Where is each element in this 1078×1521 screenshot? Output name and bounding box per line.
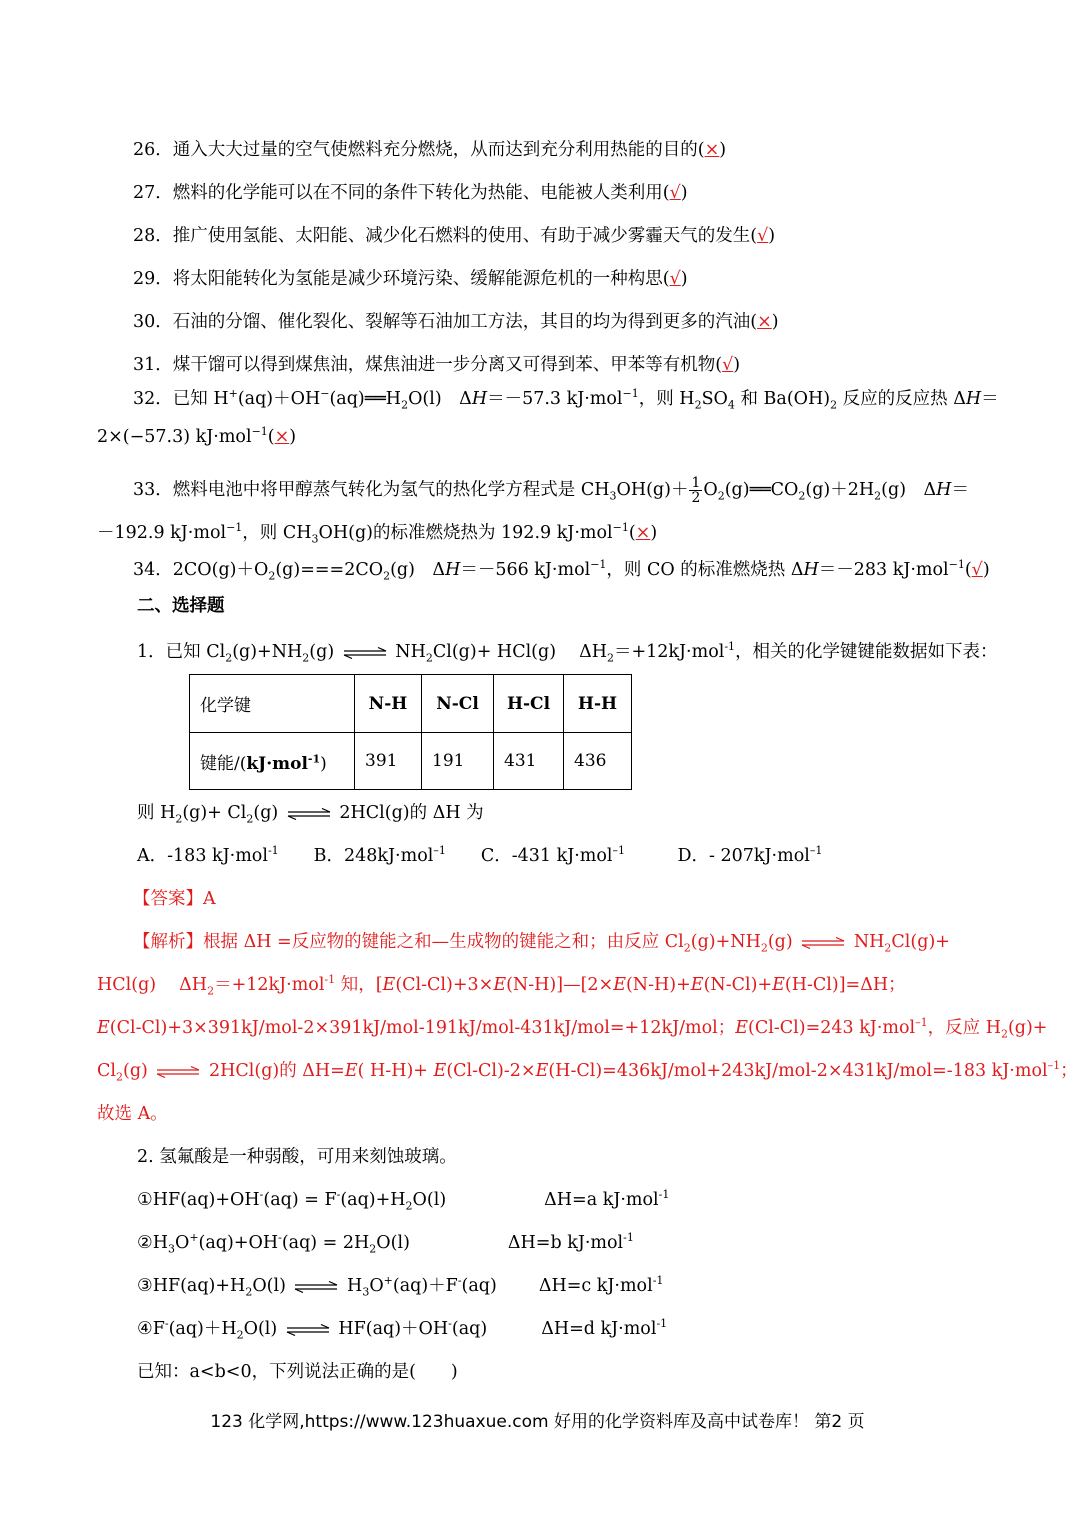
statement-29: 29．将太阳能转化为氢能是减少环境污染、缓解能源危机的一种构思(√)	[133, 269, 688, 289]
table-cell: 436	[564, 733, 632, 790]
answer-mark: √	[669, 183, 681, 203]
table-cell: 431	[494, 733, 564, 790]
question-2-stem: 2. 氢氟酸是一种弱酸，可用来刻蚀玻璃。	[137, 1147, 457, 1167]
equilibrium-arrow-icon	[286, 808, 332, 820]
statement-28: 28．推广使用氢能、太阳能、减少化石燃料的使用、有助于减少雾霾天气的发生(√)	[133, 226, 776, 246]
statement-34: 34．$2CO(g)+O_2(g)===2CO_2(g)$ ΔH＝－566 kJ·mol$^{-1}$，则 CO 的标准燃烧热 ΔH＝－283 kJ·mol$^{-1}$(√)	[133, 558, 990, 583]
answer-mark: ×	[635, 523, 651, 543]
table-header-cell: H-H	[564, 675, 632, 733]
question-2-known: 已知：a<b<0，下列说法正确的是( )	[137, 1362, 458, 1382]
option-a: A．-183 kJ·mol	[137, 846, 268, 866]
answer-mark: √	[757, 226, 769, 246]
equilibrium-arrow-icon	[155, 1066, 201, 1078]
equilibrium-arrow-icon	[342, 647, 388, 659]
table-header-cell: N-Cl	[422, 675, 494, 733]
table-header-cell: 化学键	[190, 675, 355, 733]
table-header-row	[190, 675, 632, 733]
section-title: 二、选择题	[137, 596, 225, 616]
table-header-cell: H-Cl	[494, 675, 564, 733]
statement-31: 31．煤干馏可以得到煤焦油，煤焦油进一步分离又可得到苯、甲苯等有机物(√)	[133, 355, 741, 375]
option-d: D．- 207kJ·mol	[677, 846, 810, 866]
analysis-line-4: $Cl_2(g)$ 2HCl(g)的 ΔH=E( H-H)+ E(Cl-Cl)-2×E(H-Cl)=436kJ/mol+243kJ/mol-2×431kJ/mol=-183 kJ·mol$^{-1}$；	[97, 1059, 1078, 1084]
question-1-options: A．-183 kJ·mol$^{-1}$ B．248kJ·mol$^{-1}$ C．-431 kJ·mol$^{-1}$ D．- 207kJ·mol$^{-1}$	[137, 844, 823, 866]
bond-energy-table	[189, 674, 632, 790]
option-b: B．248kJ·mol	[313, 846, 434, 866]
question-1-ask: 则 $H_2(g)+ Cl_2(g)$ 2HCl(g)的 ΔH 为	[137, 803, 484, 826]
answer-mark: √	[669, 269, 681, 289]
reaction-3: $③HF(aq)+H_2O(l)$ $H_3O^+(aq)+F^-(aq)$ ΔH=c kJ·mol$^{-1}$	[137, 1274, 664, 1299]
table-header-cell: N-H	[355, 675, 422, 733]
table-row-label: 键能/(kJ·mol$^{-1}$)	[190, 733, 355, 790]
fraction-one-half: $\frac{1}{2}$	[691, 475, 701, 506]
answer-mark: ×	[757, 312, 772, 332]
statement-26: 26．通入大大过量的空气使燃料充分燃烧，从而达到充分利用热能的目的(×)	[133, 140, 727, 160]
reaction-1: ①HF(aq)+OH-(aq) = $F^-(aq)+H_2O(l)$ ΔH=a kJ·mol$^{-1}$	[137, 1188, 670, 1213]
page-footer: 123 化学网,https://www.123huaxue.com 好用的化学资料库及高中试卷库！ 第2 页	[210, 1412, 865, 1432]
answer-mark: ×	[274, 427, 290, 447]
table-cell: 391	[355, 733, 422, 790]
table-row	[190, 733, 632, 790]
reaction-4: $④F^-(aq)+H_2O(l)$ HF(aq)＋OH-(aq) ΔH=d kJ·mol$^{-1}$	[137, 1317, 668, 1342]
statement-33-line2: －192.9 kJ·mol$^{-1}$，则 $CH_3OH(g)$的标准燃烧热为 192.9 kJ·mol$^{-1}$(×)	[97, 521, 658, 546]
answer-mark: ×	[704, 140, 720, 160]
equilibrium-arrow-icon	[285, 1324, 331, 1336]
statement-32-line1: 32．已知 $H^+(aq)+OH^-(aq)══H_2O(l)$ ΔH＝－57.3 kJ·mol$^{-1}$，则 $H_2SO_4$ 和 $Ba(OH)_2$ 反应的反应热 ΔH＝	[133, 387, 999, 412]
table-cell: 191	[422, 733, 494, 790]
answer-label: 【答案】A	[133, 889, 216, 909]
reaction-2: $②H_3O^+(aq)+OH^-(aq) = 2H_2O(l)$ ΔH=b kJ·mol$^{-1}$	[137, 1231, 634, 1256]
equilibrium-arrow-icon	[293, 1281, 339, 1293]
statement-32-line2: 2×(−57.3) kJ·mol$^{-1}$(×)	[97, 425, 297, 447]
analysis-conclusion: 故选 A。	[97, 1104, 168, 1124]
statement-33-line1: 33．燃料电池中将甲醇蒸气转化为氢气的热化学方程式是 $CH_3OH(g)+$ $\frac{1}{2}$ $O_2(g)══CO_2(g)+2H_2(g)$ ΔH＝	[133, 475, 969, 506]
question-1-stem: 1．已知 $Cl_2(g)+NH_2(g)$ $NH_2Cl(g)+ HCl(g)$ $\Delta H_2=+12kJ\cdot mol^{-1}$，相关的化学键键能数据如下表：	[137, 640, 998, 665]
option-c: C．-431 kJ·mol	[480, 846, 613, 866]
equilibrium-arrow-icon	[800, 937, 846, 949]
analysis-line-1: 【解析】根据 ΔH =反应物的键能之和—生成物的键能之和；由反应 $Cl_2(g)+NH_2(g)$ $NH_2Cl(g)+$	[133, 932, 950, 955]
analysis-line-2: HCl(g) $\Delta H_2=+12kJ\cdot mol^{-1}$ 知，[E(Cl-Cl)+3×E(N-H)]—[2×E(N-H)+E(N-Cl)+E(H-Cl)]=ΔH；	[97, 973, 906, 998]
analysis-line-3: E(Cl-Cl)+3×391kJ/mol-2×391kJ/mol-191kJ/mol-431kJ/mol=+12kJ/mol；E(Cl-Cl)=243 kJ·mol$^{-1}$，反应 $H_2(g)+$	[97, 1016, 1048, 1041]
statement-27: 27．燃料的化学能可以在不同的条件下转化为热能、电能被人类利用(√)	[133, 183, 688, 203]
answer-mark: √	[722, 355, 734, 375]
answer-mark: √	[971, 560, 983, 580]
statement-30: 30．石油的分馏、催化裂化、裂解等石油加工方法，其目的均为得到更多的汽油(×)	[133, 312, 779, 332]
